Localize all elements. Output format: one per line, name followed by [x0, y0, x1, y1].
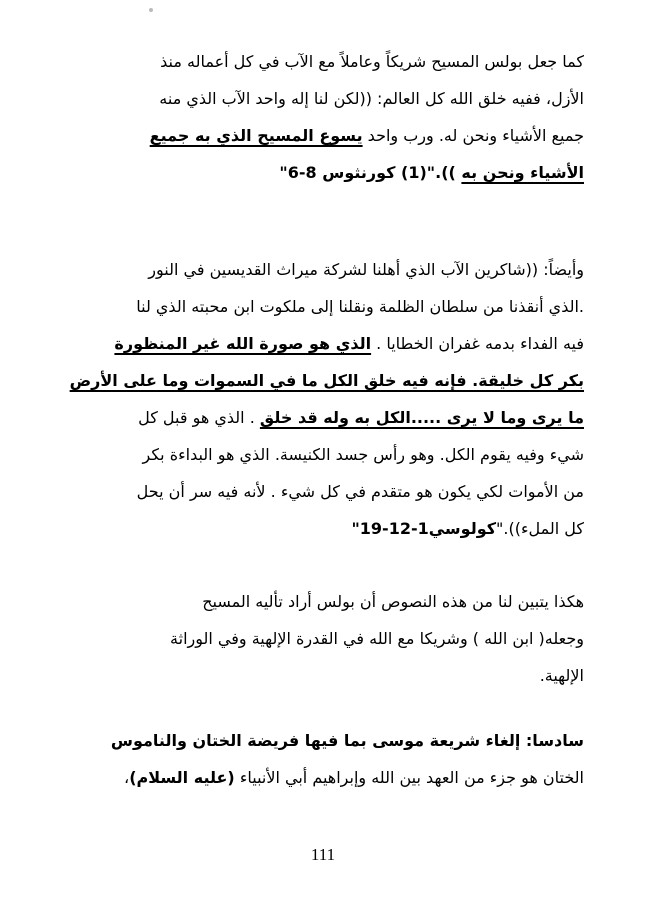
text-run: الأزل، ففيه خلق الله كل العالم: ((لكن لنا إله واحد الآب الذي منه [159, 89, 584, 108]
text-run: .الذي أنقذنا من سلطان الظلمة ونقلنا إلى ملكوت ابن محبته الذي لنا [136, 297, 584, 316]
line-bold: (عليه السلام) [129, 768, 235, 787]
page-number: 111 [310, 845, 336, 864]
line-text: الختان هو جزء من العهد بين الله وإبراهيم أبي الأنبياء [234, 768, 584, 787]
text-run: جميع الأشياء ونحن له. ورب واحد [362, 126, 584, 145]
scan-speck [149, 8, 153, 12]
emphasis-run: بكر كل خليقة. فإنه فيه خلق الكل ما في السموات وما على الأرض [69, 371, 584, 390]
text-run: الإلهية. [539, 666, 584, 685]
emphasis-run: الذي هو صورة الله غير المنظورة [114, 334, 372, 353]
emphasis-run: كولوسي1-12-19" [351, 519, 497, 538]
emphasis-run: ما يرى وما لا يرى .....الكل به وله قد خلق [259, 408, 584, 427]
text-line [66, 117, 584, 154]
section-heading: سادسا: إلغاء شريعة موسى بما فيها فريضة الختان والناموس [110, 731, 584, 750]
text-run: من الأموات لكي يكون هو متقدم في كل شيء . لأنه فيه سر أن يحل [136, 482, 584, 501]
section-first-line [66, 759, 584, 796]
text-run: . الذي هو قبل كل [138, 408, 260, 427]
text-line [66, 362, 584, 399]
text-line [66, 325, 584, 362]
text-run: فيه الفداء بدمه غفران الخطايا . [371, 334, 584, 353]
text-line [66, 288, 584, 325]
section-block [66, 722, 584, 796]
text-run: كل الملء))." [496, 519, 584, 538]
text-line [66, 251, 584, 288]
emphasis-run: يسوع المسيح الذي به جميع [149, 126, 363, 145]
text-line [66, 43, 584, 80]
emphasis-run: ))."(1) كورنثوس 8-6" [279, 163, 462, 182]
line-end: ، [124, 768, 130, 787]
paragraph-2 [66, 251, 584, 547]
paragraph-1 [66, 43, 584, 191]
text-line [66, 583, 584, 620]
text-line [66, 620, 584, 657]
text-line [66, 154, 584, 191]
text-line [66, 399, 584, 436]
text-run: شيء وفيه يقوم الكل. وهو رأس جسد الكنيسة. الذي هو البداءة بكر [142, 445, 584, 464]
paragraph-3 [66, 583, 584, 694]
text-run: كما جعل بولس المسيح شريكاً وعاملاً مع الآب في كل أعماله منذ [160, 52, 584, 71]
text-line [66, 80, 584, 117]
text-line [66, 473, 584, 510]
text-run: هكذا يتبين لنا من هذه النصوص أن بولس أراد تأليه المسيح [202, 592, 584, 611]
emphasis-run: الأشياء ونحن به [461, 163, 584, 182]
text-line [66, 436, 584, 473]
text-run: وجعله( ابن الله ) وشريكا مع الله في القدرة الإلهية وفي الوراثة [170, 629, 584, 648]
text-line [66, 510, 584, 547]
text-line [66, 657, 584, 694]
text-run: وأيضاً: ((شاكرين الآب الذي أهلنا لشركة ميراث القديسين في النور [148, 260, 584, 279]
